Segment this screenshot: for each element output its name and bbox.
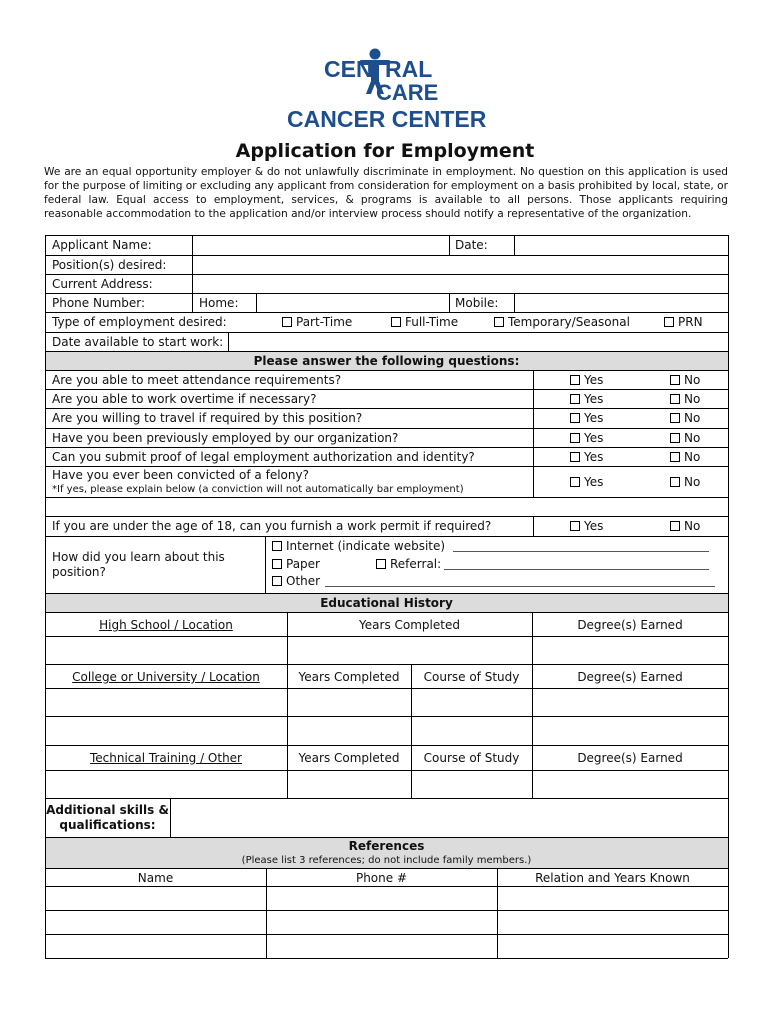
question-travel: Are you willing to travel if required by this position? xyxy=(52,411,363,425)
checkbox-icon xyxy=(376,559,386,569)
college-field-2[interactable] xyxy=(50,720,282,740)
checkbox-paper[interactable] xyxy=(272,557,320,571)
referral-line[interactable] xyxy=(444,569,709,570)
no-label: No xyxy=(684,519,701,533)
option-label: Internet (indicate website) xyxy=(286,539,446,553)
checkbox-icon xyxy=(670,375,680,385)
option-label: PRN xyxy=(678,315,703,329)
no-label: No xyxy=(684,392,701,406)
education-header: Educational History xyxy=(320,596,453,610)
no-label: No xyxy=(684,450,701,464)
technical-course-header: Course of Study xyxy=(423,751,520,765)
question-overtime: Are you able to work overtime if necessary? xyxy=(52,392,317,406)
employment-type-label: Type of employment desired: xyxy=(52,315,227,329)
no-label: No xyxy=(684,475,701,489)
checkbox-referral[interactable] xyxy=(376,557,441,571)
high-school-field[interactable] xyxy=(50,640,282,660)
yes-label: Yes xyxy=(584,450,604,464)
logo-text-central-left: CEN xyxy=(324,56,373,82)
yes-label: Yes xyxy=(584,431,604,445)
reference-name-field-3[interactable] xyxy=(50,938,262,955)
option-label: Referral: xyxy=(390,557,442,571)
reference-relation-header: Relation and Years Known xyxy=(535,871,690,885)
checkbox-icon xyxy=(272,576,282,586)
high-school-header: High School / Location xyxy=(99,618,233,632)
logo-text-central-right: RAL xyxy=(385,56,433,82)
start-date-label: Date available to start work: xyxy=(52,335,224,349)
college-years-header: Years Completed xyxy=(298,670,400,684)
position-field[interactable] xyxy=(200,258,720,272)
no-label: No xyxy=(684,431,701,445)
checkbox-icon xyxy=(570,394,580,404)
work-permit-yes-checkbox[interactable] xyxy=(570,519,603,533)
intro-paragraph: We are an equal opportunity employer & do not unlawfully discriminate in employment. No question on this application is used for the purpose of limiting or excluding any applicant from consideration for employment on a basis prohibited by local, state, or federal law. Equal access to employment, services, & programs is available to all persons. Those applicants requiring reasonable accommodation to the application and/or interview process should notify a representative of the organization. xyxy=(44,166,728,220)
internet-website-line[interactable] xyxy=(453,551,709,552)
technical-years-header: Years Completed xyxy=(298,751,400,765)
logo xyxy=(284,44,488,132)
hs-degree-field[interactable] xyxy=(537,640,723,660)
reference-name-header: Name xyxy=(137,871,174,885)
college-course-header: Course of Study xyxy=(423,670,520,684)
reference-phone-header: Phone # xyxy=(355,871,408,885)
checkbox-icon xyxy=(570,477,580,487)
checkbox-icon xyxy=(570,521,580,531)
question-attendance: Are you able to meet attendance requirements? xyxy=(52,373,342,387)
yes-label: Yes xyxy=(584,392,604,406)
checkbox-icon xyxy=(670,413,680,423)
mobile-phone-field[interactable] xyxy=(520,296,720,310)
address-field[interactable] xyxy=(200,277,720,291)
learn-about-label: How did you learn about this position? xyxy=(52,550,225,579)
checkbox-icon xyxy=(570,433,580,443)
hs-years-field[interactable] xyxy=(292,640,528,660)
other-line[interactable] xyxy=(325,586,715,587)
checkbox-icon xyxy=(570,375,580,385)
home-phone-field[interactable] xyxy=(262,296,442,310)
checkbox-icon xyxy=(670,477,680,487)
checkbox-icon xyxy=(282,317,292,327)
address-label: Current Address: xyxy=(52,277,153,291)
no-label: No xyxy=(684,411,701,425)
option-label: Full-Time xyxy=(405,315,459,329)
date-label: Date: xyxy=(455,238,488,252)
attendance-yes-checkbox[interactable] xyxy=(570,373,603,387)
checkbox-icon xyxy=(664,317,674,327)
checkbox-icon xyxy=(272,559,282,569)
no-label: No xyxy=(684,373,701,387)
overtime-yes-checkbox[interactable] xyxy=(570,392,603,406)
checkbox-other[interactable] xyxy=(272,574,320,588)
checkbox-icon xyxy=(570,413,580,423)
authorization-no-checkbox[interactable] xyxy=(670,450,700,464)
checkbox-full-time[interactable] xyxy=(391,315,458,329)
yes-label: Yes xyxy=(584,373,604,387)
date-field[interactable] xyxy=(520,238,720,252)
home-label: Home: xyxy=(199,296,239,310)
technical-header: Technical Training / Other xyxy=(89,751,242,765)
skills-label: Additional skills & qualifications: xyxy=(46,803,169,832)
checkbox-part-time[interactable] xyxy=(282,315,352,329)
felony-note: *If yes, please explain below (a conviction will not automatically bar employment) xyxy=(52,484,464,495)
previously-employed-yes-checkbox[interactable] xyxy=(570,431,603,445)
travel-no-checkbox[interactable] xyxy=(670,411,700,425)
option-label: Other xyxy=(286,574,321,588)
option-label: Temporary/Seasonal xyxy=(508,315,630,329)
option-label: Paper xyxy=(286,557,320,571)
applicant-name-label: Applicant Name: xyxy=(52,238,152,252)
logo-text-care: CARE xyxy=(376,80,439,105)
college-field-1[interactable] xyxy=(50,692,282,712)
felony-explanation-field[interactable] xyxy=(52,499,722,513)
college-degree-header: Degree(s) Earned xyxy=(577,670,683,684)
checkbox-icon xyxy=(570,452,580,462)
checkbox-temporary-seasonal[interactable] xyxy=(494,315,630,329)
checkbox-icon xyxy=(272,541,282,551)
question-felony: Have you ever been convicted of a felony? xyxy=(52,468,309,482)
overtime-no-checkbox[interactable] xyxy=(670,392,700,406)
start-date-field[interactable] xyxy=(236,335,720,349)
felony-yes-checkbox[interactable] xyxy=(570,475,603,489)
questions-header: Please answer the following questions: xyxy=(253,354,520,368)
checkbox-icon xyxy=(494,317,504,327)
technical-field[interactable] xyxy=(50,774,282,794)
hs-years-header: Years Completed xyxy=(359,618,460,632)
hs-degree-header: Degree(s) Earned xyxy=(577,618,683,632)
logo-text-cancer-center: CANCER CENTER xyxy=(287,106,487,132)
checkbox-icon xyxy=(670,433,680,443)
references-header: References xyxy=(348,839,425,853)
college-header: College or University / Location xyxy=(72,670,260,684)
travel-yes-checkbox[interactable] xyxy=(570,411,603,425)
attendance-no-checkbox[interactable] xyxy=(670,373,700,387)
checkbox-prn[interactable] xyxy=(664,315,703,329)
yes-label: Yes xyxy=(584,519,604,533)
question-previously-employed: Have you been previously employed by our organization? xyxy=(52,431,399,445)
previously-employed-no-checkbox[interactable] xyxy=(670,431,700,445)
technical-degree-header: Degree(s) Earned xyxy=(577,751,683,765)
page-title: Application for Employment xyxy=(235,140,535,162)
checkbox-icon xyxy=(391,317,401,327)
reference-name-field-2[interactable] xyxy=(50,914,262,931)
applicant-name-field[interactable] xyxy=(200,238,440,252)
mobile-label: Mobile: xyxy=(455,296,499,310)
checkbox-icon xyxy=(670,452,680,462)
position-label: Position(s) desired: xyxy=(52,258,167,272)
question-work-permit: If you are under the age of 18, can you furnish a work permit if required? xyxy=(52,519,492,533)
felony-no-checkbox[interactable] xyxy=(670,475,700,489)
checkbox-icon xyxy=(670,394,680,404)
yes-label: Yes xyxy=(584,411,604,425)
reference-name-field-1[interactable] xyxy=(50,890,262,907)
references-note: (Please list 3 references; do not include family members.) xyxy=(241,855,532,866)
option-label: Part-Time xyxy=(296,315,353,329)
yes-label: Yes xyxy=(584,475,604,489)
work-permit-no-checkbox[interactable] xyxy=(670,519,700,533)
authorization-yes-checkbox[interactable] xyxy=(570,450,603,464)
question-authorization: Can you submit proof of legal employment authorization and identity? xyxy=(52,450,475,464)
checkbox-icon xyxy=(670,521,680,531)
checkbox-internet[interactable] xyxy=(272,539,445,553)
skills-field[interactable] xyxy=(176,804,722,832)
phone-number-label: Phone Number: xyxy=(52,296,146,310)
